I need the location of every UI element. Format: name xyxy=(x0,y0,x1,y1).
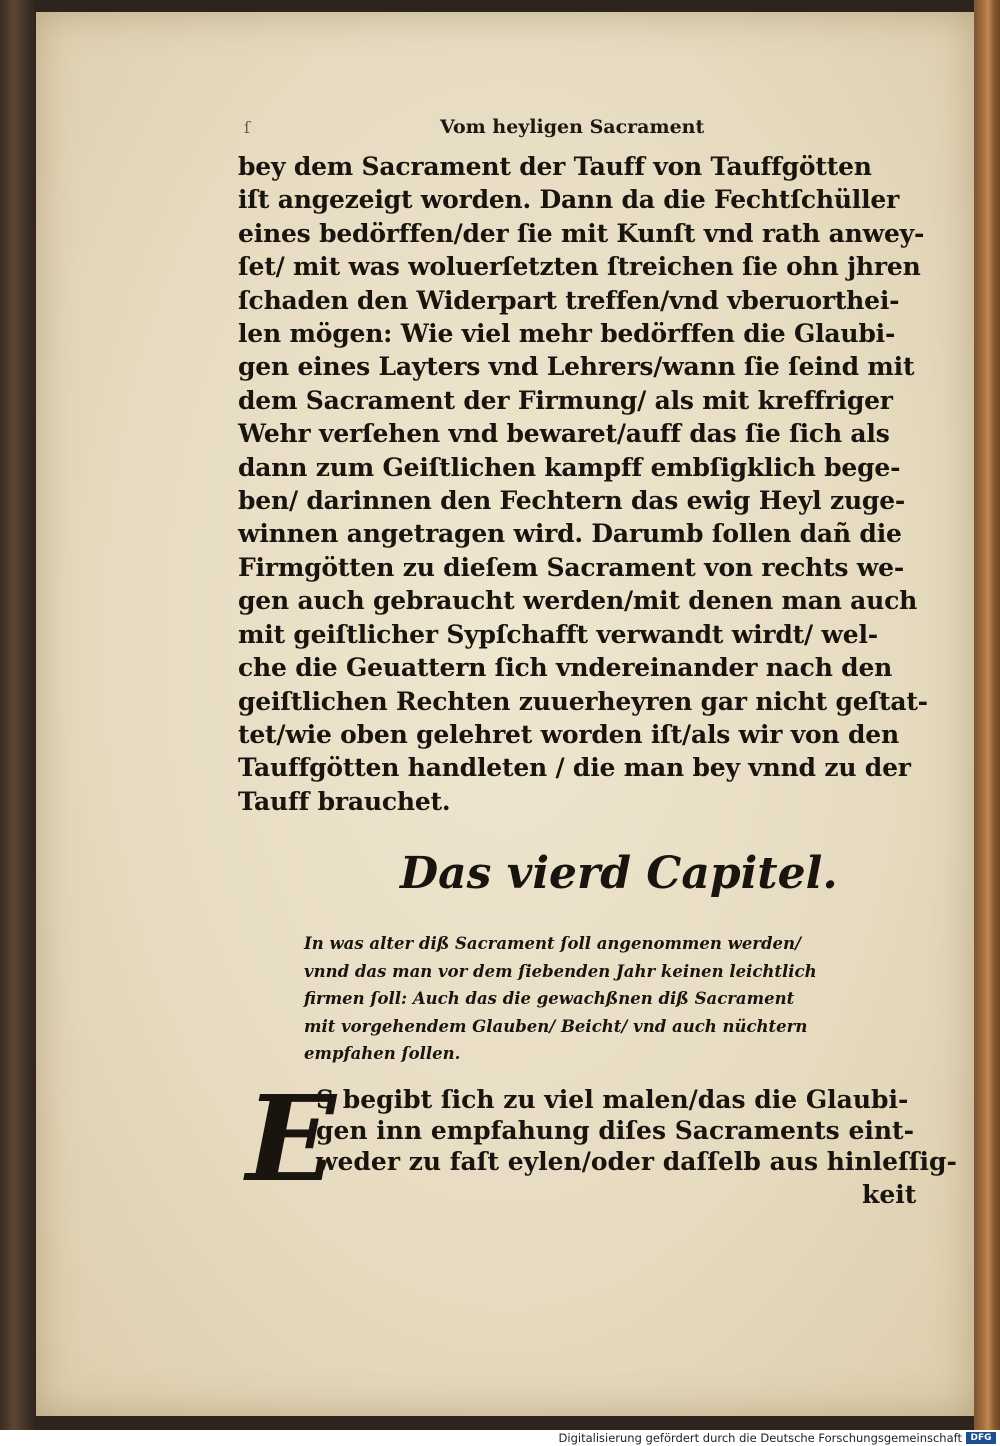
text-line: Wehr verſehen vnd bewaret/auff das ſie ſich als xyxy=(238,419,890,449)
summary-line: firmen ſoll: Auch das die gewachßnen diß Sacrament xyxy=(304,989,795,1009)
catchword: keit xyxy=(862,1180,917,1209)
opening-paragraph xyxy=(316,1084,957,1177)
body-paragraph xyxy=(238,150,938,818)
margin-mark: ſ xyxy=(244,118,250,137)
summary-line: mit vorgehendem Glauben/ Beicht/ vnd auch nüchtern xyxy=(304,1016,808,1036)
text-line: mit geiſtlicher Sypſchafft verwandt wirdt/ wel- xyxy=(238,619,878,649)
running-head: Vom heyligen Sacrament xyxy=(440,116,705,138)
text-line: geiſtlichen Rechten zuuerheyren gar nicht geſtat- xyxy=(238,686,928,716)
book-edge xyxy=(974,0,1000,1430)
text-line: Tauffgötten handleten / die man bey vnnd zu der xyxy=(238,753,911,783)
text-line: che die Geuattern ſich vndereinander nach den xyxy=(238,653,893,683)
text-line: ben/ darinnen den Fechtern das ewig Heyl zuge- xyxy=(238,486,906,516)
funding-notice: Digitalisierung gefördert durch die Deutsche Forschungsgemeinschaft xyxy=(558,1431,962,1445)
summary-line: empfahen ſollen. xyxy=(304,1044,461,1064)
dfg-logo-icon: DFG xyxy=(966,1432,996,1444)
text-line: bey dem Sacrament der Tauff von Tauffgötten xyxy=(238,152,872,181)
text-line: weder zu faſt eylen/oder daſſelb aus hinleſſig- xyxy=(316,1147,957,1176)
text-line: gen inn empfahung diſes Sacraments eint- xyxy=(316,1116,914,1145)
summary-line: vnnd das man vor dem ſiebenden Jahr keinen leichtlich xyxy=(304,961,817,981)
text-line: gen auch gebraucht werden/mit denen man auch xyxy=(238,586,918,616)
text-line: eines bedörffen/der ſie mit Kunſt vnd rath anwey- xyxy=(238,218,925,248)
text-line: gen eines Layters vnd Lehrers/wann ſie ſeind mit xyxy=(238,352,915,382)
decorated-initial: E xyxy=(246,1069,336,1208)
text-line: iſt angezeigt worden. Dann da die Fechtſchüller xyxy=(238,185,900,215)
text-line: Firmgötten zu dieſem Sacrament von rechts we- xyxy=(238,552,905,582)
text-line: ſet/ mit was woluerſetzten ſtreichen ſie ohn jhren xyxy=(238,252,921,282)
chapter-title: Das vierd Capitel. xyxy=(400,848,838,899)
text-line: winnen angetragen wird. Darumb ſollen dañ die xyxy=(238,519,902,549)
summary-line: In was alter diß Sacrament ſoll angenommen werden/ xyxy=(304,934,802,953)
text-line: dann zum Geiſtlichen kampff embſigklich bege- xyxy=(238,452,901,482)
chapter-summary xyxy=(304,930,884,1068)
text-line: dem Sacrament der Firmung/ als mit kreffriger xyxy=(238,385,893,415)
text-line: ſchaden den Widerpart treffen/vnd vberuorthei- xyxy=(238,285,900,315)
text-line: tet/wie oben gelehret worden iſt/als wir von den xyxy=(238,719,899,749)
text-line: S begibt ſich zu viel malen/das die Glaubi- xyxy=(316,1085,909,1114)
text-line: len mögen: Wie viel mehr bedörffen die Glaubi- xyxy=(238,319,896,349)
text-line: Tauff brauchet. xyxy=(238,786,451,816)
